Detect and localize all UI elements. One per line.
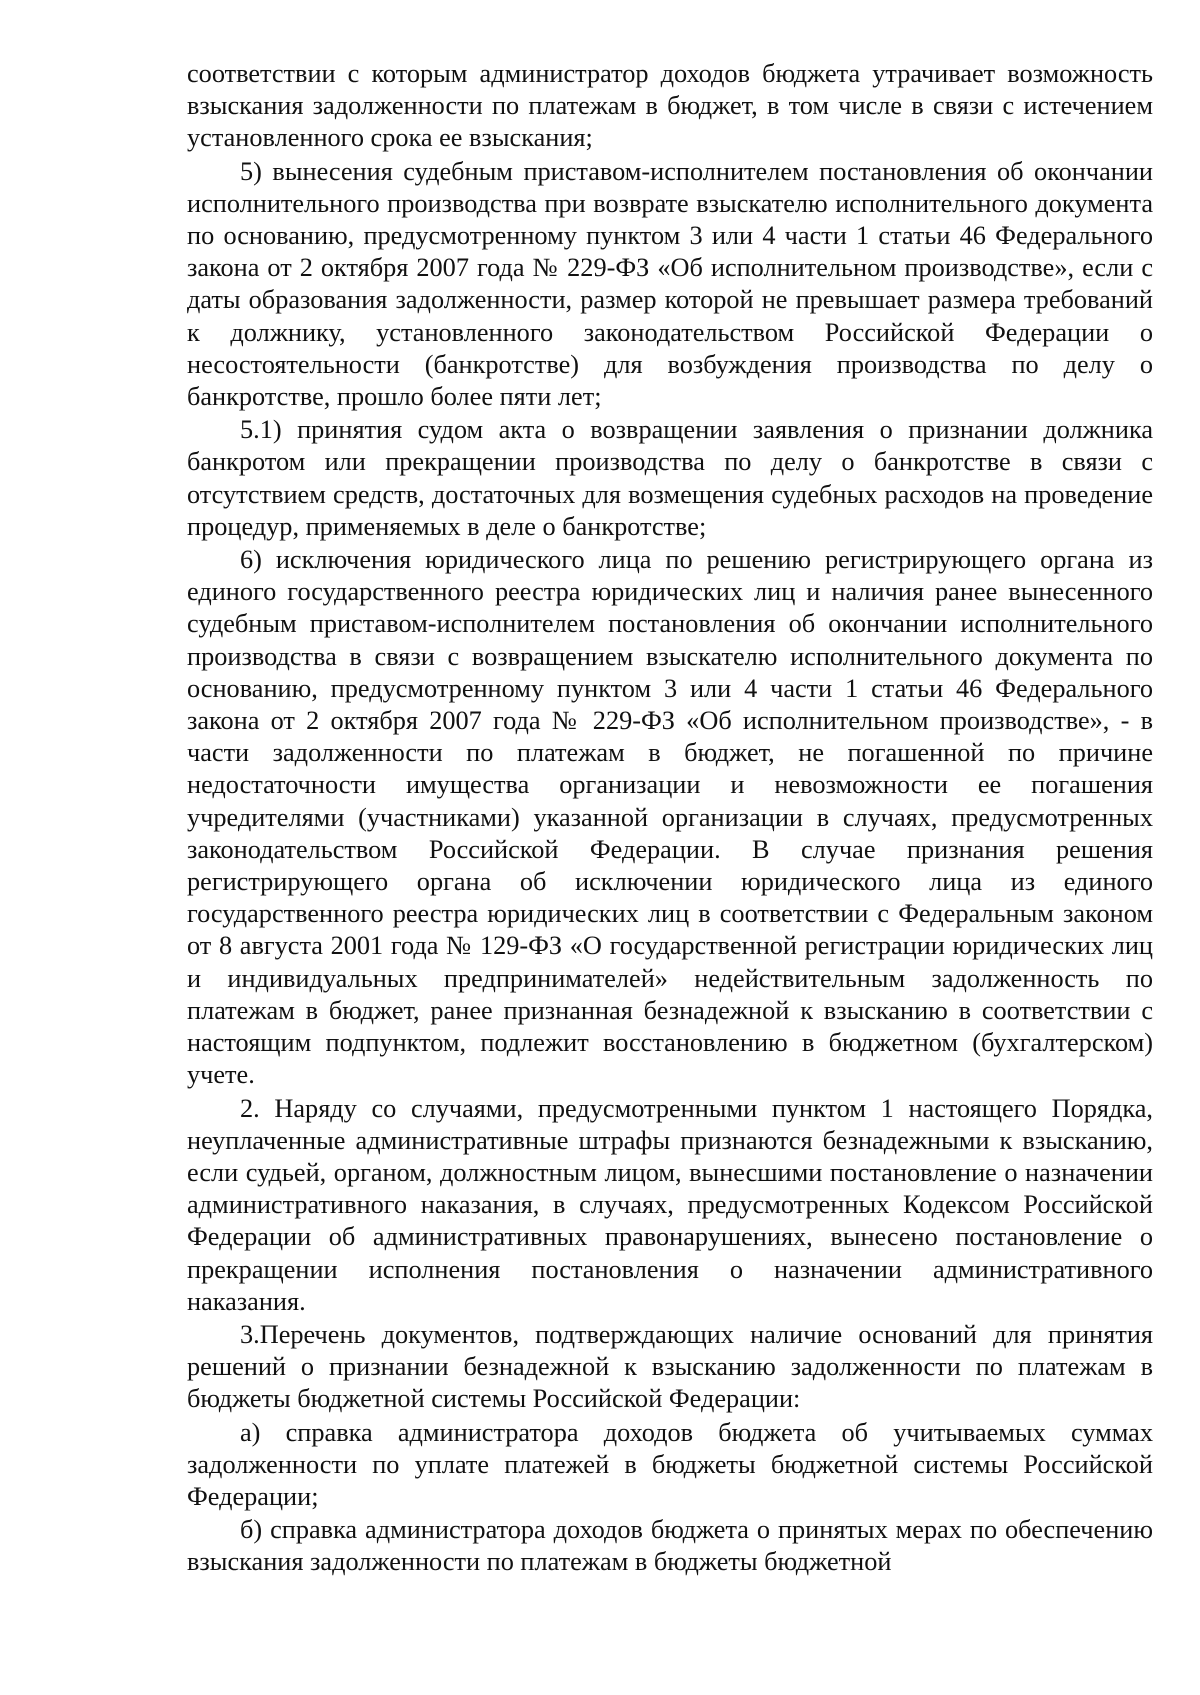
paragraph-continuation: соответствии с которым администратор доходов бюджета утрачивает возможность взыскания задолженности по платежам в бюджет, в том числе в связи с истечением установленного срока ее взыскания; (187, 59, 1153, 153)
paragraph-section-2: 2. Наряду со случаями, предусмотренными пунктом 1 настоящего Порядка, неуплаченные административные штрафы признаются безнадежными к взысканию, если судьей, органом, должностным лицом, вынесшими постановление о назначении административного наказания, в случаях, предусмотренных Кодексом Российской Федерации об административных правонарушениях, вынесено постановление о прекращении исполнения постановления о назначении административного наказания. (187, 1093, 1153, 1316)
paragraph-item-a: а) справка администратора доходов бюджета об учитываемых суммах задолженности по уплате платежей в бюджеты бюджетной системы Российской Федерации; (187, 1417, 1153, 1511)
document-body (187, 58, 1153, 1579)
paragraph-section-3: 3.Перечень документов, подтверждающих наличие оснований для принятия решений о признании безнадежной к взысканию задолженности по платежам в бюджеты бюджетной системы Российской Федерации: (187, 1319, 1153, 1414)
paragraph-item-b: б) справка администратора доходов бюджета о принятых мерах по обеспечению взыскания задолженности по платежам в бюджеты бюджетной (187, 1515, 1153, 1577)
paragraph-item-5: 5) вынесения судебным приставом-исполнителем постановления об окончании исполнительного производства при возврате взыскателю исполнительного документа по основанию, предусмотренному пунктом 3 или 4 части 1 статьи 46 Федерального закона от 2 октября 2007 года № 229-ФЗ «Об исполнительном производстве», если с даты образования задолженности, размер которой не превышает размера требований к должнику, установленного законодательством Российской Федерации о несостоятельности (банкротстве) для возбуждения производства по делу о банкротстве, прошло более пяти лет; (187, 156, 1153, 412)
paragraph-item-6: 6) исключения юридического лица по решению регистрирующего органа из единого государственного реестра юридических лиц и наличия ранее вынесенного судебным приставом-исполнителем постановления об окончании исполнительного производства в связи с возвращением взыскателю исполнительного документа по основанию, предусмотренному пунктом 3 или 4 части 1 статьи 46 Федерального закона от 2 октября 2007 года № 229-ФЗ «Об исполнительном производстве», - в части задолженности по платежам в бюджет, не погашенной по причине недостаточности имущества организации и невозможности ее погашения учредителями (участниками) указанной организации в случаях, предусмотренных законодательством Российской Федерации. В случае признания решения регистрирующего органа об исключении юридического лица из единого государственного реестра юридических лиц в соответствии с Федеральным законом от 8 августа 2001 года № 129-ФЗ «О государственной регистрации юридических лиц и индивидуальных предпринимателей» недействительным задолженность по платежам в бюджет, ранее признанная безнадежной к взысканию в соответствии с настоящим подпунктом, подлежит восстановлению в бюджетном (бухгалтерском) учете. (187, 545, 1153, 1090)
paragraph-item-5-1: 5.1) принятия судом акта о возвращении заявления о признании должника банкротом или прекращении производства по делу о банкротстве в связи с отсутствием средств, достаточных для возмещения судебных расходов на проведение процедур, применяемых в деле о банкротстве; (187, 415, 1153, 541)
